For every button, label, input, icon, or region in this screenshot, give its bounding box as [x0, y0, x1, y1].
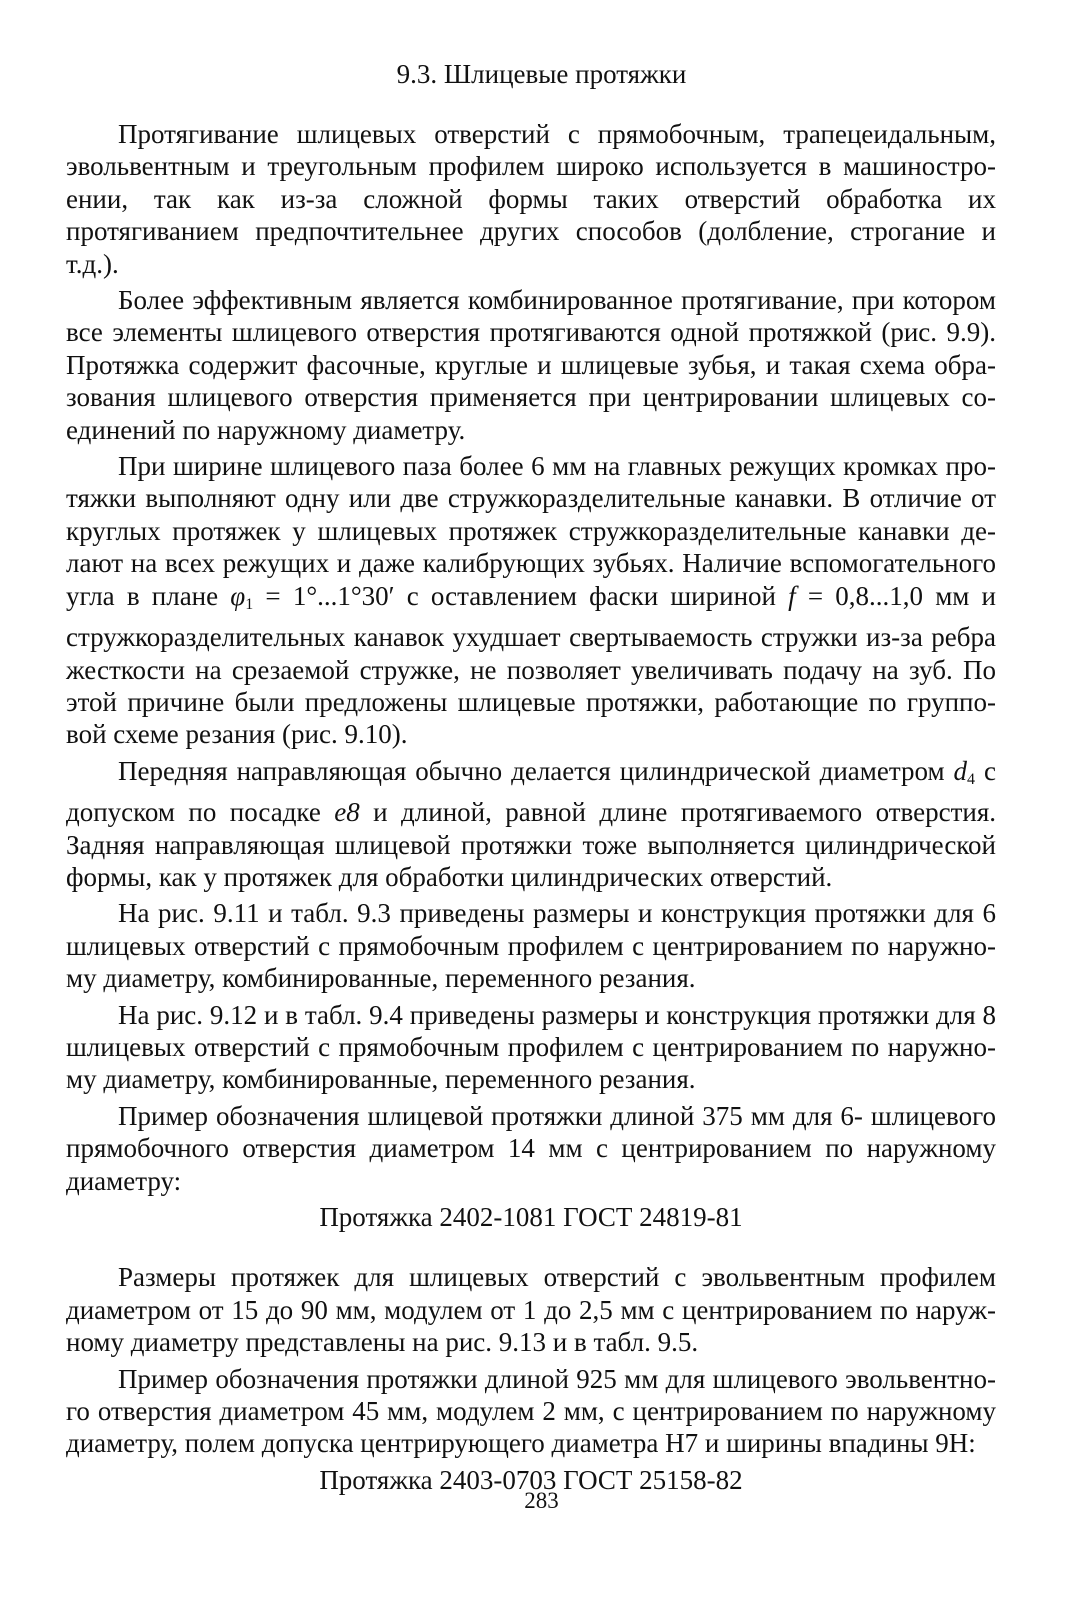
paragraph-4 [66, 755, 996, 894]
paragraph-8: Размеры протяжек для шлицевых отверстий с эвольвентным профилем диаметром от 15 до 90 мм, модулем от 1 до 2,5 мм с центрированием по наружному диаметру представлены на рис. 9.13 и в табл. 9.5. [66, 1262, 996, 1358]
body-text [66, 118, 996, 1496]
paragraph-5: На рис. 9.11 и табл. 9.3 приведены размеры и конструкция протяжки для 6 шлицевых отверстий с прямобочным профилем с центрированием по наружному диаметру, комбинированные, переменного резания. [66, 898, 996, 994]
page-number: 283 [524, 1488, 559, 1513]
paragraph-3 [66, 450, 996, 751]
e8-symbol: e8 [334, 797, 360, 828]
paragraph-3-text-a: При ширине шлицевого паза более 6 мм на главных режущих кромках протяжки выполняют одну или две стружкоразделительные канавки. В отличие от круглых протяжек у шлицевых протяжек стружкоразделительные канавки делают на всех режущих и даже калибрующих зубьях. Наличие вспомогательного угла в плане [66, 451, 996, 611]
paragraph-3-text-b: = 1°...1°30′ с оставлением фаски шириной [253, 580, 789, 611]
d-symbol: d [953, 755, 968, 786]
paragraph-9: Пример обозначения протяжки длиной 925 мм для шлицевого эвольвентного отверстия диаметром 45 мм, модулем 2 мм, с центрированием по наружному диаметру, полем допуска центрирующего диаметра Н7 и ширины впадины 9Н: [66, 1363, 996, 1459]
designation-line-2: Протяжка 2403-0703 ГОСТ 25158-82 [319, 1464, 743, 1495]
spacer [66, 1233, 996, 1261]
paragraph-2: Более эффективным является комбинированное протягивание, при котором все элементы шлицевого отверстия протягиваются одной протяжкой (рис. 9.9). Протяжка содержит фасочные, круглые и шлицевые зубья, и такая схема образования шлицевого отверстия применяется при центрировании шлицевых соединений по наружному диаметру. [66, 285, 996, 445]
f-symbol: f [788, 580, 796, 611]
paragraph-7: Пример обозначения шлицевой протяжки длиной 375 мм для 6- шлицевого прямобочного отверстия диаметром 14 мм с центрированием по наружному диаметру: [66, 1100, 996, 1196]
paragraph-4-text-a: Передняя направляющая обычно делается цилиндрической диаметром [118, 755, 954, 786]
paragraph-6: На рис. 9.12 и в табл. 9.4 приведены размеры и конструкция протяжки для 8 шлицевых отверстий с прямобочным профилем с центрированием по наружному диаметру, комбинированные, переменного резания. [66, 999, 996, 1095]
section-title: 9.3. Шлицевые протяжки [396, 59, 687, 89]
d-subscript: 4 [967, 770, 976, 788]
paragraph-3-text-c: = 0,8...1,0 мм и стружкоразделительных канавок ухудшает свертываемость стружки из-за ребра жесткости на срезаемой стружке, не позволяет увеличивать подачу на зуб. По этой причине были предложены шлицевые протяжки, работающие по групповой схеме резания (рис. 9.10). [66, 580, 997, 750]
designation-line-1: Протяжка 2402-1081 ГОСТ 24819-81 [319, 1202, 743, 1232]
phi-subscript: 1 [245, 595, 254, 613]
paragraph-4-text-c: и длиной, равной длине протягиваемого отверстия. Задняя направляющая шлицевой протяжки тоже выполняется цилиндрической формы, как у протяжек для обработки цилиндрических отверстий. [66, 797, 996, 892]
paragraph-4-text-b: с допуском по посадке [66, 755, 997, 828]
paragraph-1: Протягивание шлицевых отверстий с прямобочным, трапецеидальным, эвольвентным и треугольным профилем широко используется в машиностроении, так как из-за сложной формы таких отверстий обработка их протягиванием предпочтительнее других способов (долбление, строгание и т.д.). [66, 119, 996, 279]
phi-symbol: φ [230, 580, 246, 611]
